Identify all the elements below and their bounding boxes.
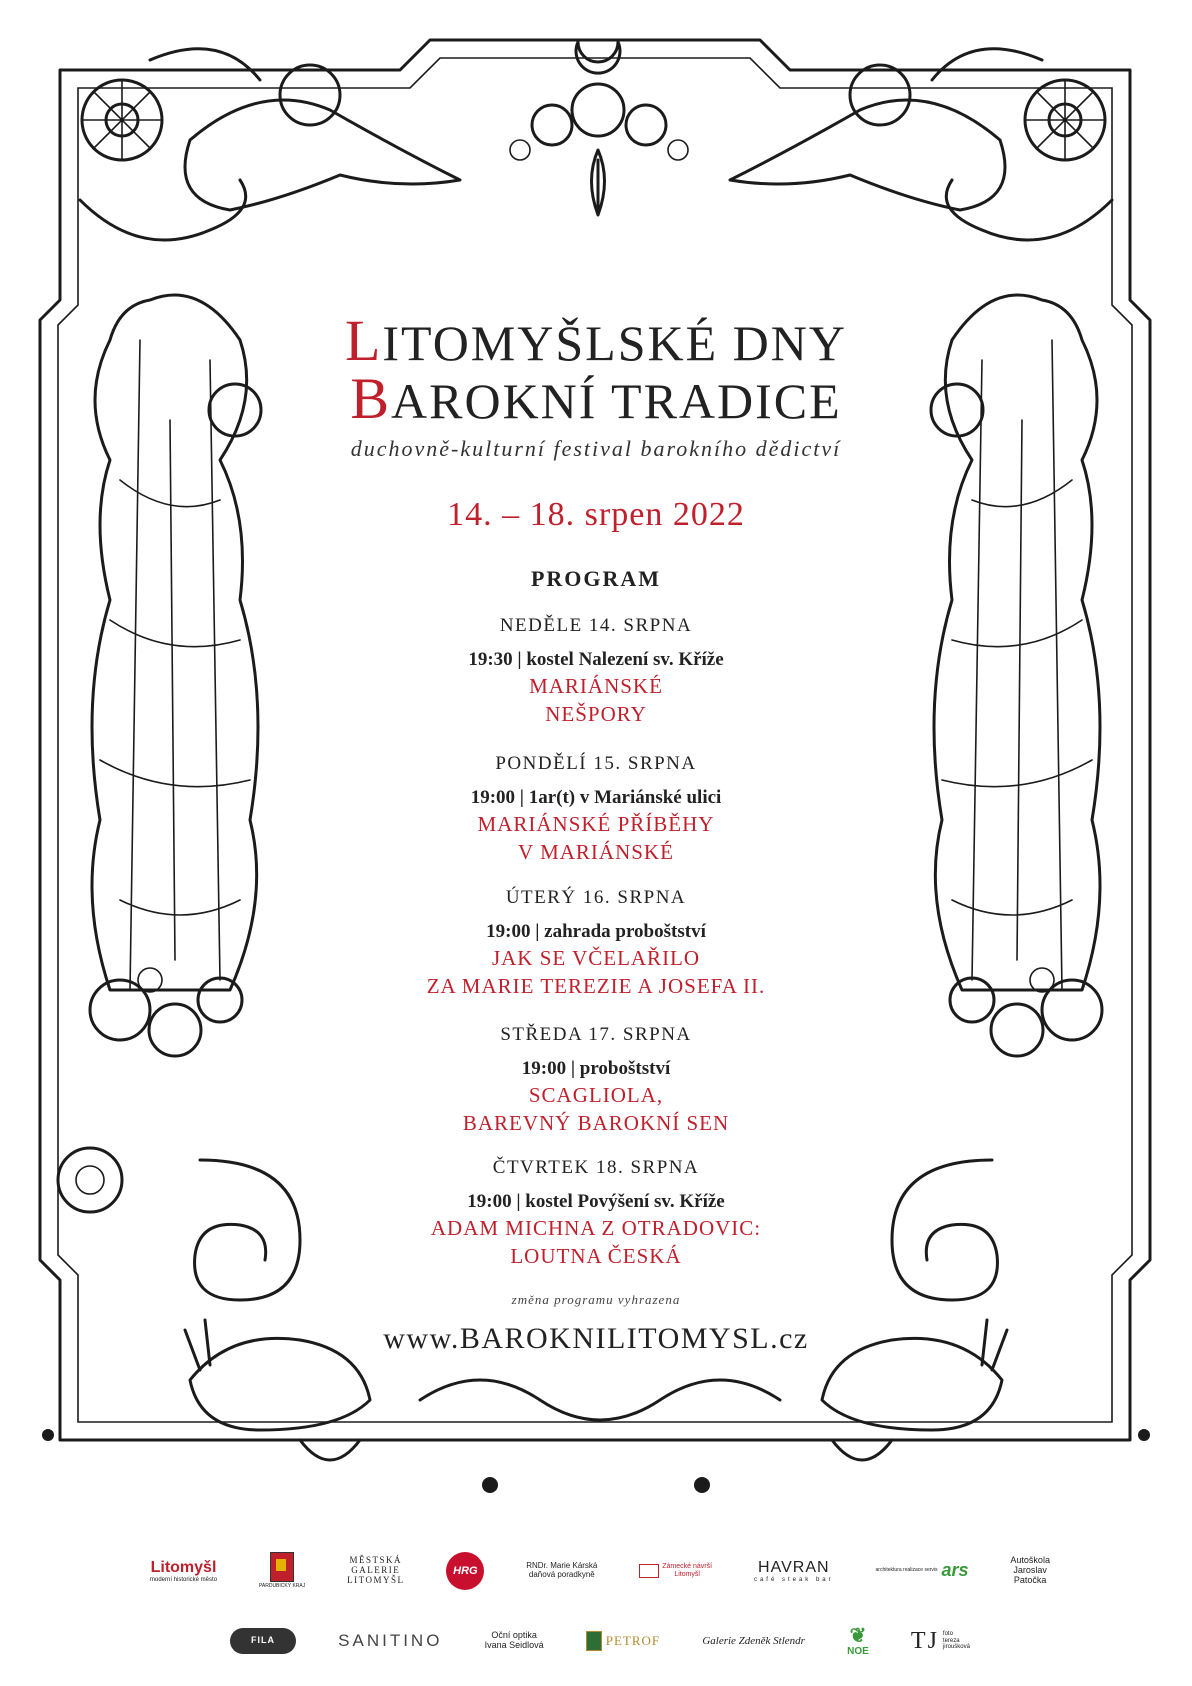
ars-logo: [876, 1561, 969, 1581]
envelope-icon: [639, 1564, 659, 1578]
time-venue: 19:00 | proboštství: [521, 1058, 671, 1079]
title-initial-b: B: [350, 366, 391, 431]
zamecke-navrsi-logo: [639, 1563, 712, 1578]
karska-line-2: daňová poradkyně: [528, 1570, 595, 1579]
day-label: PONDĚLÍ 15. SRPNA: [495, 753, 697, 774]
zamecke-line-1: Zámecké návrší: [662, 1563, 713, 1571]
tj-line-2: tereza: [942, 1637, 960, 1644]
event-title-line-2: NEŠPORY: [545, 702, 647, 726]
program-day: [300, 1023, 892, 1137]
galerie-line-1: MĚSTSKÁ: [349, 1555, 403, 1566]
time-venue: 19:30 | kostel Nalezení sv. Kříže: [468, 649, 724, 670]
autoskola-line-2: Jaroslav: [1013, 1565, 1047, 1576]
sanitino-logo: SANITINO: [338, 1630, 443, 1650]
website-link[interactable]: www.BAROKNILITOMYSL.cz: [383, 1322, 809, 1355]
pardubicky-kraj-logo: [259, 1552, 305, 1590]
galerie-stlendr-logo: Galerie Zdeněk Stlendr: [702, 1634, 805, 1647]
hrg-logo: HRG: [446, 1552, 484, 1590]
litomysl-logo: [150, 1559, 217, 1583]
event-title-line-2: ZA MARIE TEREZIE A JOSEFA II.: [426, 974, 766, 998]
title-initial-l: L: [344, 308, 383, 373]
galerie-line-3: LITOMYŠL: [347, 1574, 405, 1585]
olive-leaf-icon: [592, 150, 605, 215]
program-day: [300, 1156, 892, 1270]
event-title-line-2: V MARIÁNSKÉ: [518, 840, 674, 864]
festival-title-line-2: [300, 366, 892, 431]
day-label: NEDĚLE 14. SRPNA: [499, 615, 693, 636]
karska-line-1: RNDr. Marie Kárská: [526, 1561, 598, 1571]
event-title-line-1: MARIÁNSKÉ PŘÍBĚHY: [477, 812, 715, 836]
tj-line-3: jiroušková: [942, 1644, 970, 1651]
program-day: [300, 614, 892, 728]
event-title-line-1: JAK SE VČELAŘILO: [491, 946, 701, 970]
event-title-line-1: SCAGLIOLA,: [528, 1083, 664, 1107]
ars-mark: ars: [941, 1560, 969, 1581]
leaf-icon: ❦: [849, 1624, 867, 1647]
noe-name: NOE: [847, 1645, 869, 1657]
program-change-note: změna programu vyhrazena: [511, 1292, 681, 1307]
program-day: [300, 886, 892, 1000]
galerie-line-2: GALERIE: [351, 1565, 401, 1576]
petrof-name: PETROF: [605, 1632, 661, 1648]
optika-logo: [485, 1631, 544, 1651]
karska-logo: [526, 1562, 597, 1580]
time-venue: 19:00 | 1ar(t) v Mariánské ulici: [470, 787, 722, 808]
coat-of-arms-icon: [270, 1552, 294, 1582]
fila-logo: FILA: [230, 1628, 296, 1654]
sponsor-logos-row-1: [150, 1542, 1050, 1600]
event-title-line-1: ADAM MICHNA Z OTRADOVIC:: [430, 1216, 762, 1240]
program-day: [300, 752, 892, 866]
festival-dates: 14. – 18. srpen 2022: [447, 496, 745, 533]
havran-tagline: café steak bar: [753, 1576, 834, 1583]
title-line-2-text: AROKNÍ TRADICE: [391, 373, 842, 429]
tj-mark: TJ: [910, 1627, 939, 1654]
petrof-logo: [586, 1631, 660, 1651]
optika-line-1: Oční optika: [491, 1630, 537, 1641]
zamecke-line-2: Litomyšl: [674, 1571, 700, 1578]
event-title-line-2: BAREVNÝ BAROKNÍ SEN: [462, 1111, 730, 1135]
day-label: ČTVRTEK 18. SRPNA: [492, 1157, 700, 1178]
sponsor-logos-row-2: [230, 1616, 970, 1666]
ars-tagline: architektura realizace servis: [875, 1567, 938, 1574]
autoskola-line-3: Patočka: [1013, 1574, 1047, 1585]
mestska-galerie-logo: [347, 1556, 404, 1586]
event-title-line-1: MARIÁNSKÉ: [529, 674, 663, 698]
time-venue: 19:00 | kostel Povýšení sv. Kříže: [467, 1191, 725, 1212]
program-heading: PROGRAM: [530, 566, 662, 591]
kraj-label: PARDUBICKÝ KRAJ: [258, 1583, 306, 1590]
litomysl-logo-tagline: moderní historické město: [150, 1576, 218, 1583]
autoskola-line-1: Autoškola: [1010, 1555, 1050, 1566]
havran-logo: [754, 1559, 834, 1583]
noe-logo: [847, 1626, 869, 1657]
event-title-line-2: LOUTNA ČESKÁ: [510, 1244, 682, 1268]
tj-foto-logo: [911, 1628, 970, 1654]
festival-subtitle: duchovně-kulturní festival barokního dědictví: [350, 436, 842, 461]
havran-name: HAVRAN: [758, 1558, 830, 1576]
autoskola-logo: [1010, 1556, 1050, 1586]
festival-title-line-1: [300, 308, 892, 373]
tj-line-1: foto: [942, 1631, 953, 1638]
litomysl-logo-text: Litomyšl: [150, 1558, 217, 1576]
petrof-shield-icon: [586, 1631, 602, 1651]
day-label: STŘEDA 17. SRPNA: [500, 1024, 692, 1045]
day-label: ÚTERÝ 16. SRPNA: [505, 887, 687, 908]
time-venue: 19:00 | zahrada proboštství: [486, 921, 706, 942]
title-line-1-text: ITOMYŠLSKÉ DNY: [382, 315, 848, 371]
optika-line-2: Ivana Seidlová: [484, 1640, 544, 1650]
